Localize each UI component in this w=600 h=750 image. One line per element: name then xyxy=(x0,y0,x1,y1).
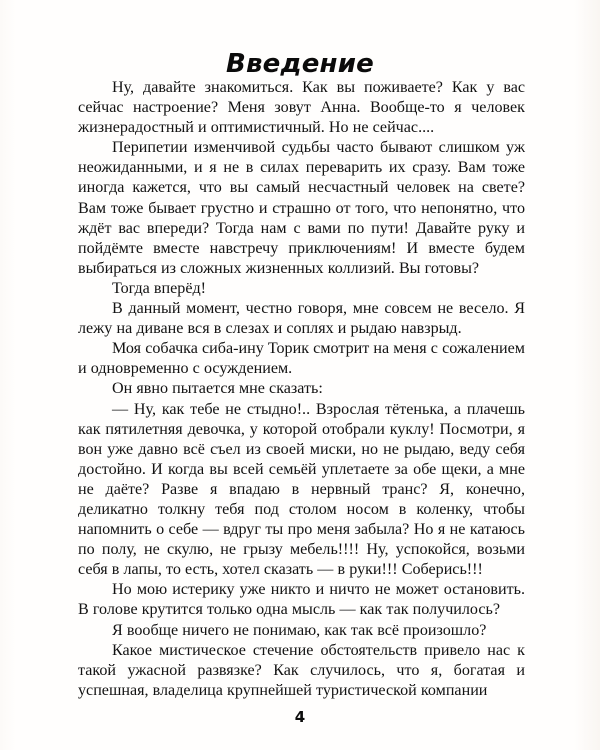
chapter-title: Введение xyxy=(226,49,374,80)
paragraph: — Ну, как тебе не стыдно!.. Взрослая тётенька, а плачешь как пятилетняя девочка, у которой отобрали куклу! Посмотри, я вон уже давно всё съел из своей миски, но не рыдаю, веду себя достойно. И когда вы всей семьёй уплетаете за обе щеки, а мне не даёте? Разве я впадаю в нервный транс? Я, конечно, деликатно толкну тебя под столом носом в коленку, чтобы напомнить о себе — вдруг ты про меня забыла? Но я не катаюсь по полу, не скулю, не грызу мебель!!!! Ну, успокойся, возьми себя в лапы, то есть, хотел сказать — в руки!!! Соберись!!! xyxy=(78,400,525,579)
paragraph: Ну, давайте знакомиться. Как вы поживаете? Как у вас сейчас настроение? Меня зовут Анна. Вообще-то я человек жизнерадостный и оптимистичный. Но не сейчас.... xyxy=(78,79,525,137)
paragraph: В данный момент, честно говоря, мне совсем не весело. Я лежу на диване вся в слезах и соплях и рыдаю навзрыд. xyxy=(78,300,525,338)
paragraph: Но мою истерику уже никто и ничто не может остановить. В голове крутится только одна мысль — как так получилось? xyxy=(78,581,525,619)
page-number: 4 xyxy=(294,708,306,726)
paragraph: Он явно пытается мне сказать: xyxy=(112,380,323,398)
paragraph: Моя собачка сиба-ину Торик смотрит на меня с сожалением и одновременно с осуждением. xyxy=(78,340,525,378)
paragraph: Я вообще ничего не понимаю, как так всё произошло? xyxy=(112,621,487,639)
body-text-block xyxy=(78,78,525,701)
scan-edge-shading-left xyxy=(0,0,16,750)
scan-edge-shading-right xyxy=(574,0,600,750)
paragraph: Тогда вперёд! xyxy=(112,279,207,297)
paragraph: Перипетии изменчивой судьбы часто бывают слишком уж неожиданными, и я не в силах переварить их сразу. Вам тоже иногда кажется, что вы самый несчастный человек на свете? Вам тоже бывает грустно и страшно от того, что непонятно, что ждёт вас впереди? Тогда нам с вами по пути! Давайте руку и пойдёмте вместе навстречу приключениям! И вместе будем выбираться из сложных жизненных коллизий. Вы готовы? xyxy=(78,139,525,277)
paragraph: Какое мистическое стечение обстоятельств привело нас к такой ужасной развязке? Как случилось, что я, богатая и успешная, владелица крупнейшей туристической компании xyxy=(78,641,525,699)
